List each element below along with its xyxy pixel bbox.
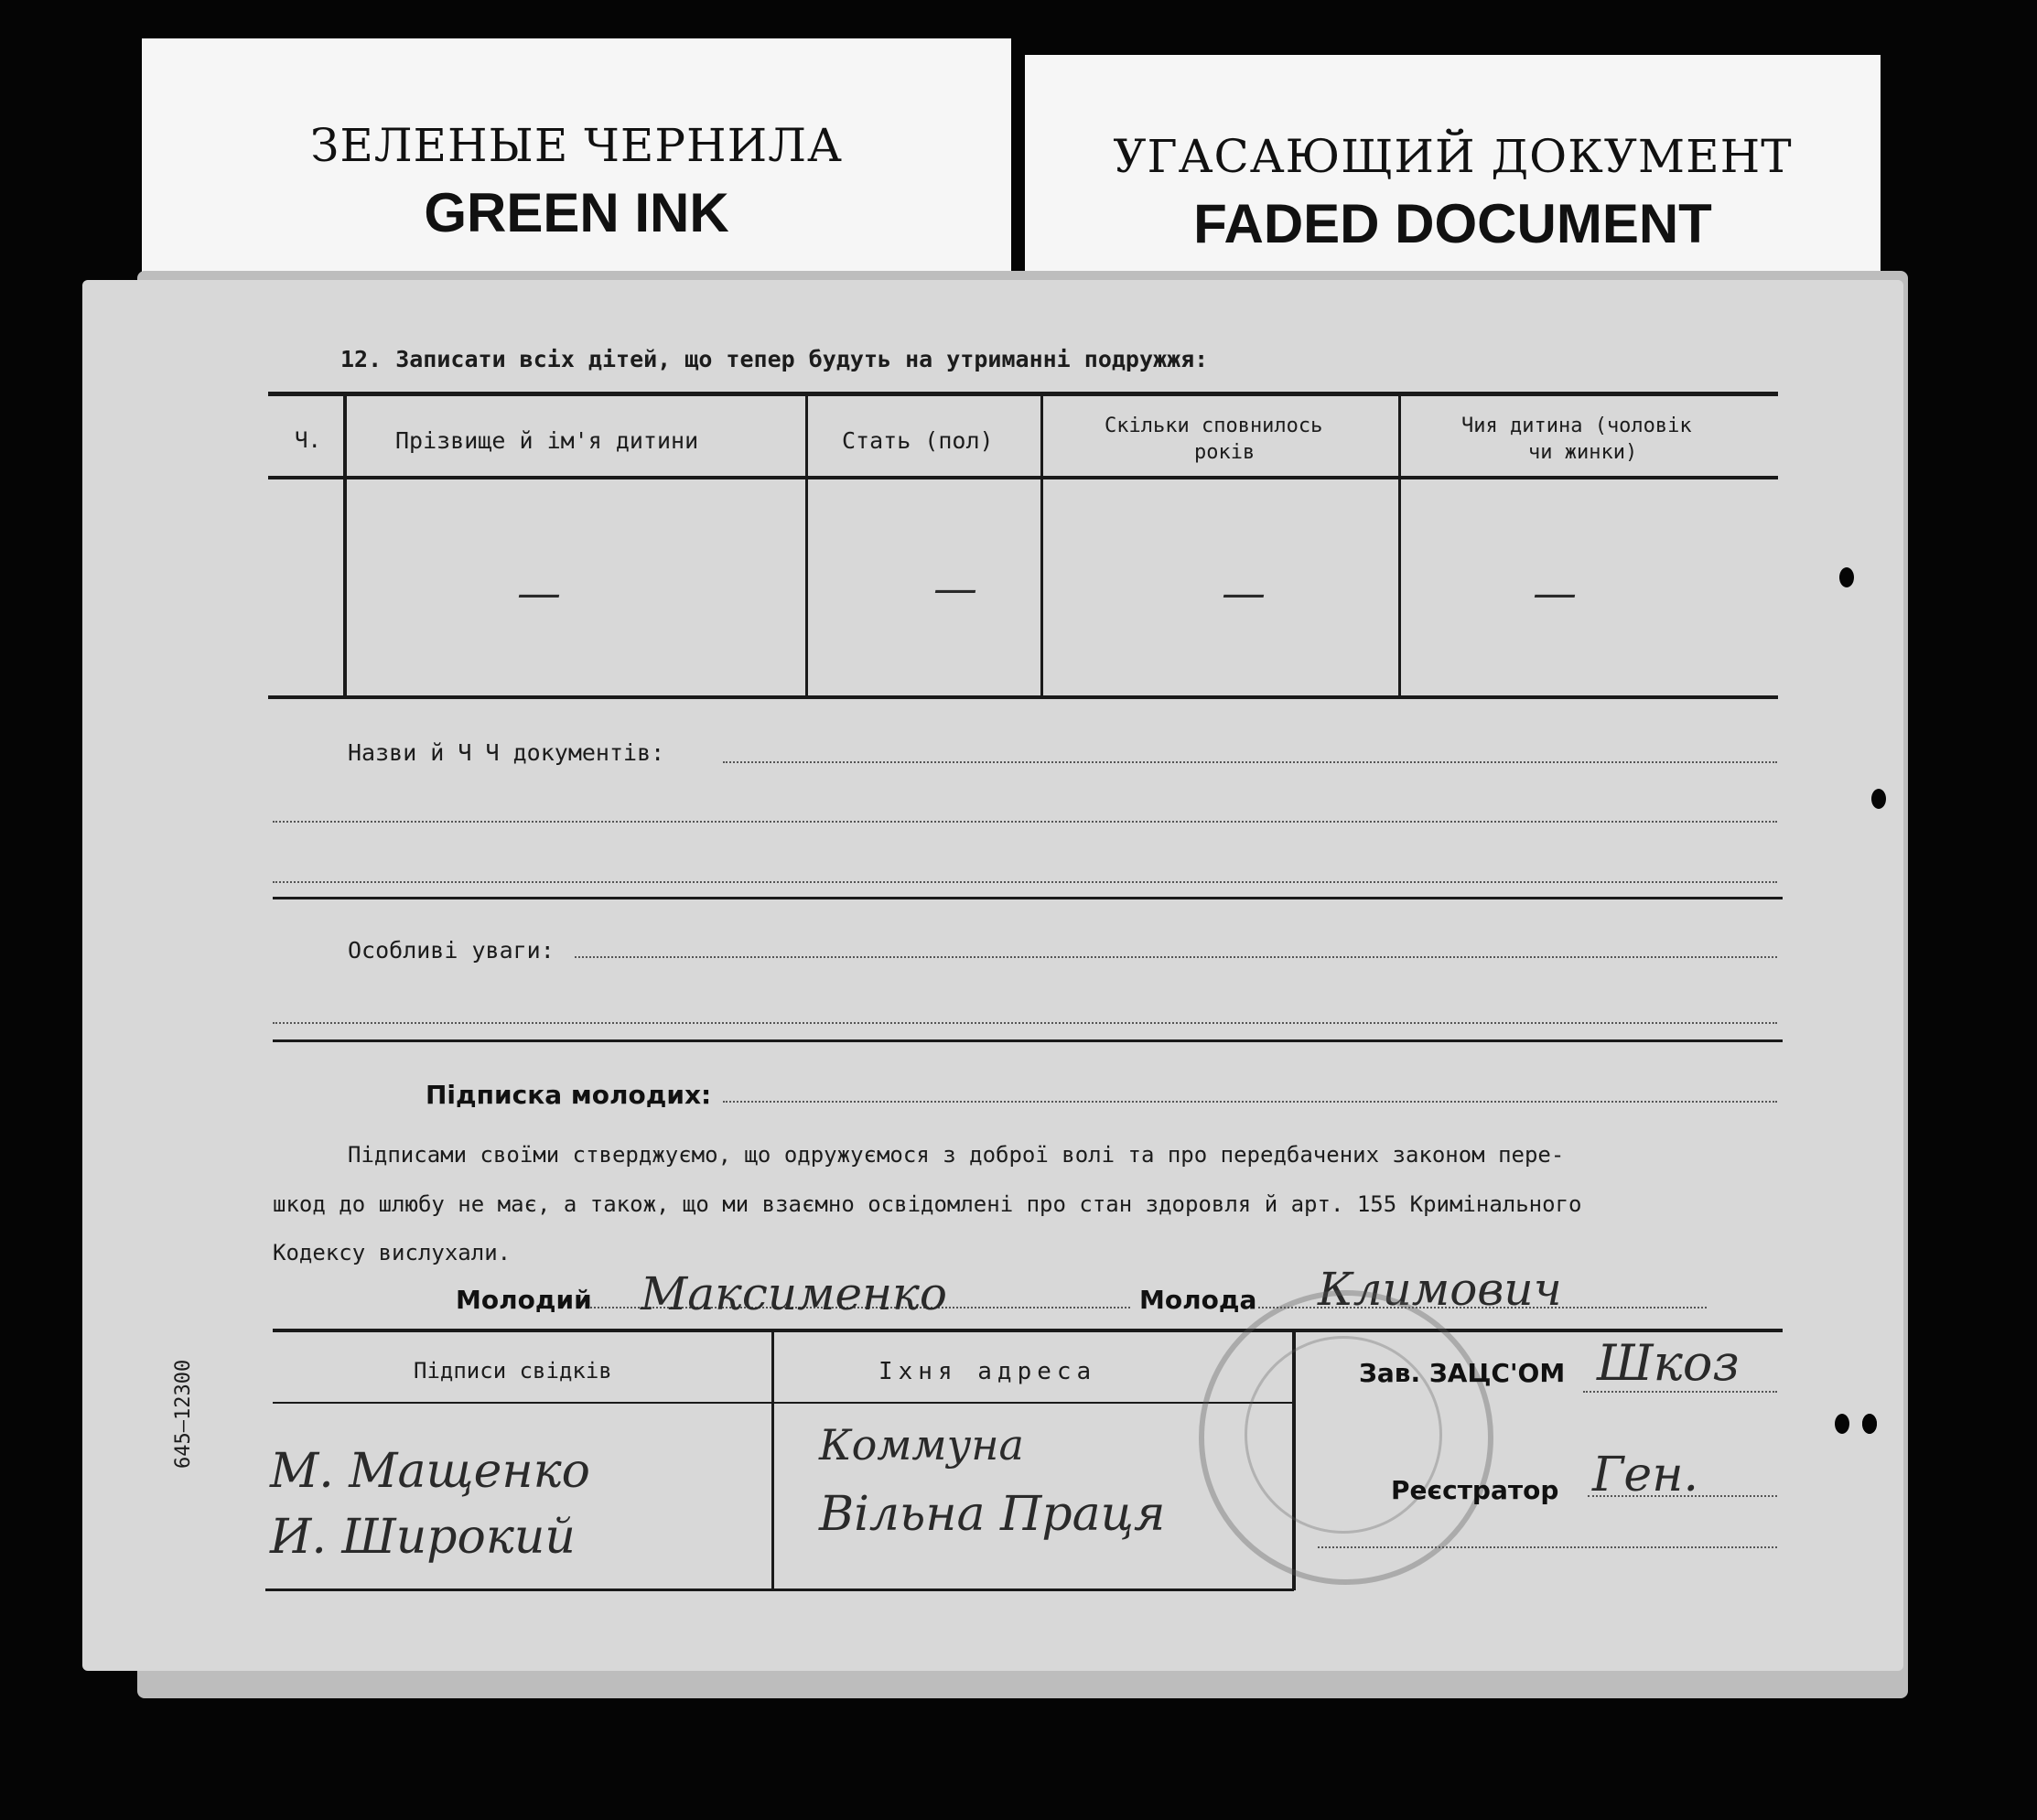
documents-dotted-line-3 [273,881,1777,883]
table-col-divider-1 [343,396,347,698]
table-col-divider-4 [1398,396,1401,698]
notes-dotted-line-2 [273,1022,1777,1024]
declaration-line-3: Кодексу вислухали. [273,1240,512,1265]
documents-dotted-line-1 [723,761,1777,763]
col-header-whose-child-line2: чи жинки) [1528,441,1638,464]
witness-col-divider-1 [771,1332,774,1590]
cell-dash-sex: — [933,563,977,614]
witness-signature-2: И. Широкий [270,1510,576,1565]
signature-heading-dotted-line [723,1101,1777,1103]
cell-dash-name: — [517,567,561,619]
signature-heading: Підписка молодих: [426,1080,712,1110]
label-card-faded-document [1025,55,1881,285]
col-header-whose-child-line1: Чия дитина (чоловік [1461,415,1692,437]
witness-table-top-rule [273,1329,1783,1332]
groom-signature: Максименко [641,1267,948,1320]
col-header-age-line2: років [1194,441,1256,464]
table-top-rule [268,392,1778,396]
documents-label: Назви й Ч Ч документів: [348,739,665,766]
table-bottom-rule [268,695,1778,699]
witness-header: Підписи свідків [414,1358,612,1384]
address-header: Іхня адреса [878,1358,1097,1385]
head-dotted-line [1583,1391,1777,1393]
witness-table-bottom-rule [265,1588,1294,1591]
declaration-line-2: шкод до шлюбу не має, а також, що ми взаємно освідомлені про стан здоровля й арт. 155 Кримінального [273,1191,1582,1217]
groom-label: Молодий [456,1285,592,1315]
head-label: Зав. ЗАЦС'ОМ [1359,1358,1566,1388]
section-12-title: 12. Записати всіх дітей, що тепер будуть на утриманні подружжя: [340,346,1209,372]
label-green-ink-en: GREEN INK [424,182,729,243]
cell-dash-age: — [1222,567,1266,619]
notes-dotted-line-1 [575,956,1777,958]
table-col-divider-2 [805,396,808,698]
punch-hole [1862,1414,1877,1434]
punch-hole [1871,789,1886,809]
head-signature: Шкоз [1597,1334,1740,1392]
table-col-divider-3 [1040,396,1043,698]
col-header-number: Ч. [295,427,321,453]
documents-rule [273,897,1783,899]
label-faded-document-en: FADED DOCUMENT [1193,193,1712,254]
notes-label: Особливі уваги: [348,937,555,964]
address-line-1: Коммуна [819,1420,1024,1470]
witness-header-rule [273,1402,1292,1404]
col-header-sex: Стать (пол) [842,427,994,454]
bride-signature: Климович [1318,1263,1562,1316]
table-header-rule [268,476,1778,479]
declaration-line-1: Підписами своїми стверджуємо, що одружуємося з доброї волі та про передбачених законом пере- [348,1142,1565,1168]
registrar-dotted-line [1588,1495,1777,1497]
punch-hole [1835,1414,1849,1434]
notes-rule [273,1039,1783,1042]
label-card-green-ink [142,38,1011,285]
col-header-age-line1: Скільки сповнилось [1105,415,1323,437]
witness-signature-1: М. Мащенко [270,1444,590,1499]
registrar-label: Реєстратор [1391,1475,1559,1505]
registrar-signature: Ген. [1592,1448,1698,1502]
address-line-2: Вільна Праця [819,1487,1166,1542]
label-green-ink-ru: ЗЕЛЕНЫЕ ЧЕРНИЛА [310,119,843,172]
punch-hole [1839,567,1854,587]
bride-label: Молода [1139,1285,1257,1315]
documents-dotted-line-2 [273,821,1777,823]
label-faded-document-ru: УГАСАЮЩИЙ ДОКУМЕНТ [1113,130,1793,183]
cell-dash-whose: — [1533,567,1577,619]
registrar-dotted-line-2 [1318,1546,1777,1548]
col-header-child-name: Прізвище й ім'я дитини [395,427,699,454]
form-code: 645—12300 [172,1359,195,1469]
